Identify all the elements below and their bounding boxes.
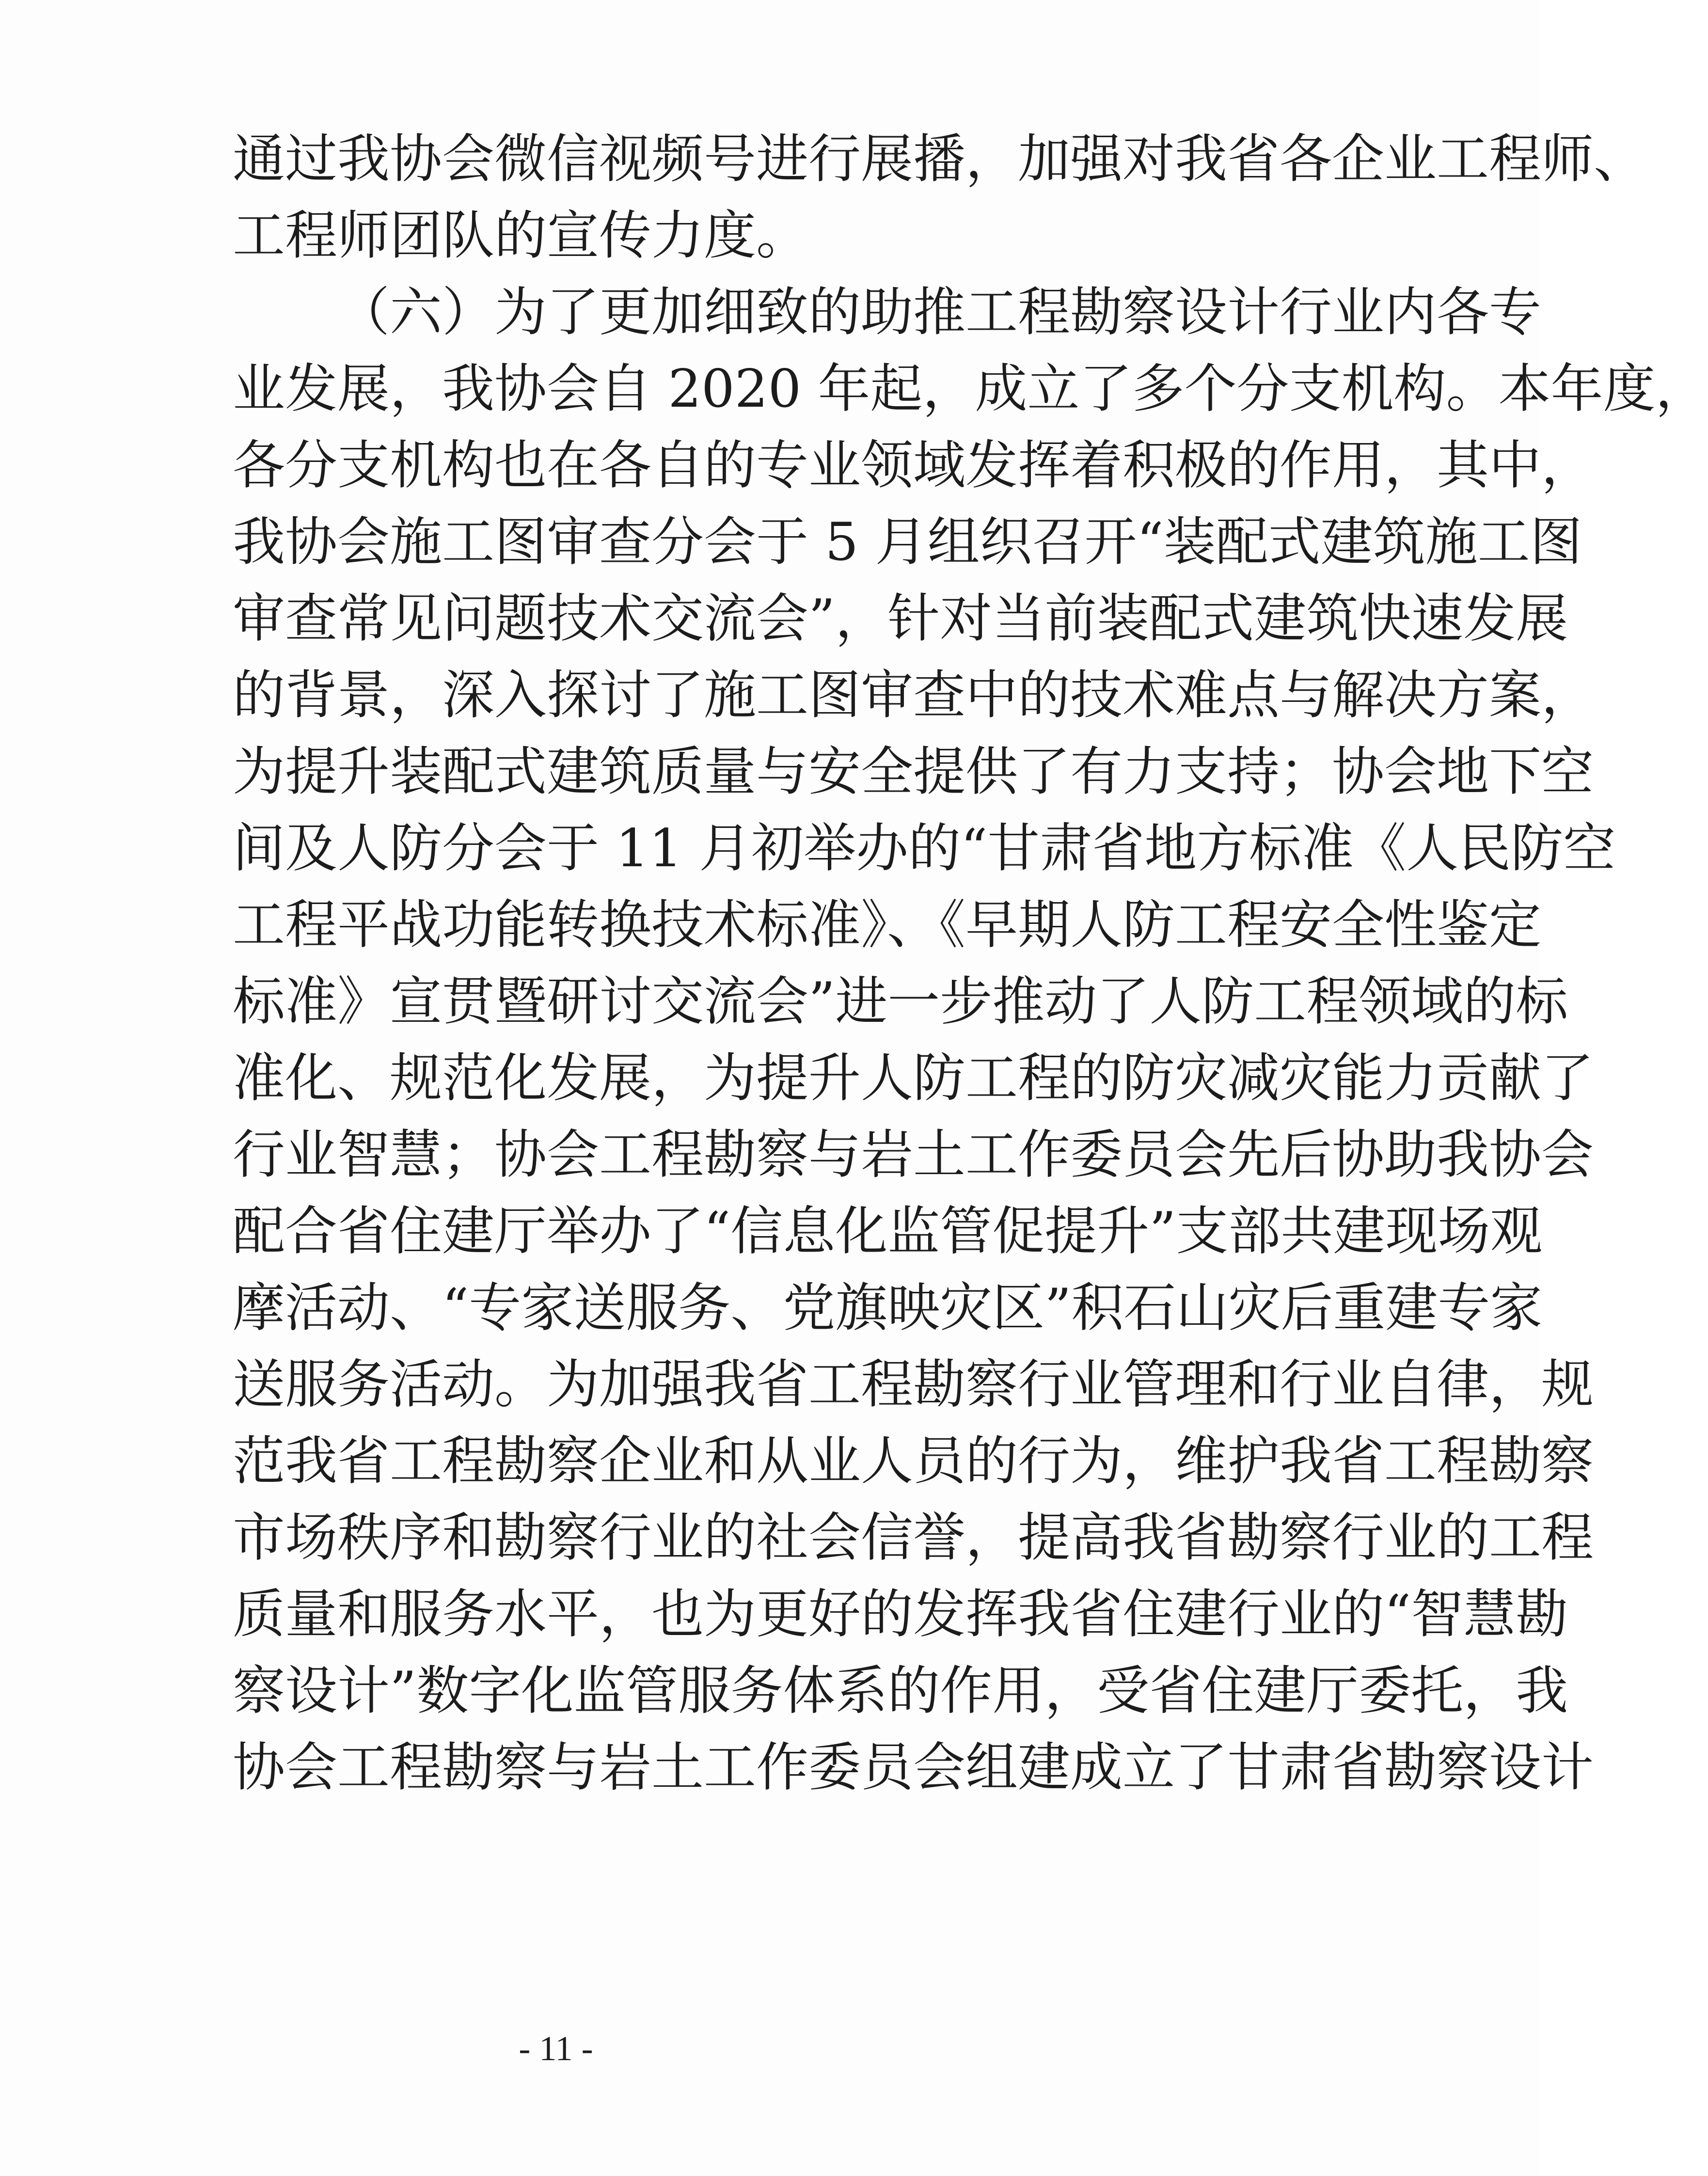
text-line: 协会工程勘察与岩土工作委员会组建成立了甘肃省勘察设计: [233, 1737, 1594, 1798]
text-line: 的背景，深入探讨了施工图审查中的技术难点与解决方案，: [233, 665, 1594, 726]
page-number-text: - 11 -: [519, 2029, 593, 2068]
text-line: 间及人防分会于 11 月初举办的“甘肃省地方标准《人民防空: [233, 818, 1616, 879]
text-line: 摩活动、“专家送服务、党旗映灾区”积石山灾后重建专家: [233, 1278, 1543, 1338]
text-line: 工程平战功能转换技术标准》、《早期人防工程安全性鉴定: [233, 895, 1542, 955]
text-line: 察设计”数字化监管服务体系的作用，受省住建厅委托，我: [233, 1661, 1568, 1721]
text-line: 配合省住建厅举办了“信息化监管促提升”支部共建现场观: [233, 1201, 1543, 1262]
text-line: 审查常见问题技术交流会”，针对当前装配式建筑快速发展: [233, 588, 1568, 649]
text-line: 通过我协会微信视频号进行展播，加强对我省各企业工程师、: [233, 129, 1646, 190]
text-line: 工程师团队的宣传力度。: [233, 206, 809, 266]
text-line: 范我省工程勘察企业和从业人员的行为，维护我省工程勘察: [233, 1431, 1594, 1492]
text-line: 业发展，我协会自 2020 年起，成立了多个分支机构。本年度，: [233, 359, 1708, 419]
body-text: [233, 121, 1708, 1806]
text-line: 行业智慧；协会工程勘察与岩土工作委员会先后协助我协会: [233, 1125, 1594, 1185]
text-line: 质量和服务水平，也为更好的发挥我省住建行业的“智慧勘: [233, 1584, 1568, 1645]
text-line: 为提升装配式建筑质量与安全提供了有力支持；协会地下空: [233, 742, 1594, 802]
page-number: [0, 2029, 1538, 2069]
text-line: 准化、规范化发展，为提升人防工程的防灾减灾能力贡献了: [233, 1048, 1594, 1109]
text-line: 市场秩序和勘察行业的社会信誉，提高我省勘察行业的工程: [233, 1508, 1594, 1568]
text-line: 送服务活动。为加强我省工程勘察行业管理和行业自律，规: [233, 1354, 1594, 1415]
text-line: 标准》宣贯暨研讨交流会”进一步推动了人防工程领域的标: [233, 971, 1568, 1032]
text-line: （六）为了更加细致的助推工程勘察设计行业内各专: [337, 282, 1542, 343]
text-line: 我协会施工图审查分会于 5 月组织召开“装配式建筑施工图: [233, 512, 1582, 572]
text-line: 各分支机构也在各自的专业领域发挥着积极的作用，其中，: [233, 435, 1594, 496]
